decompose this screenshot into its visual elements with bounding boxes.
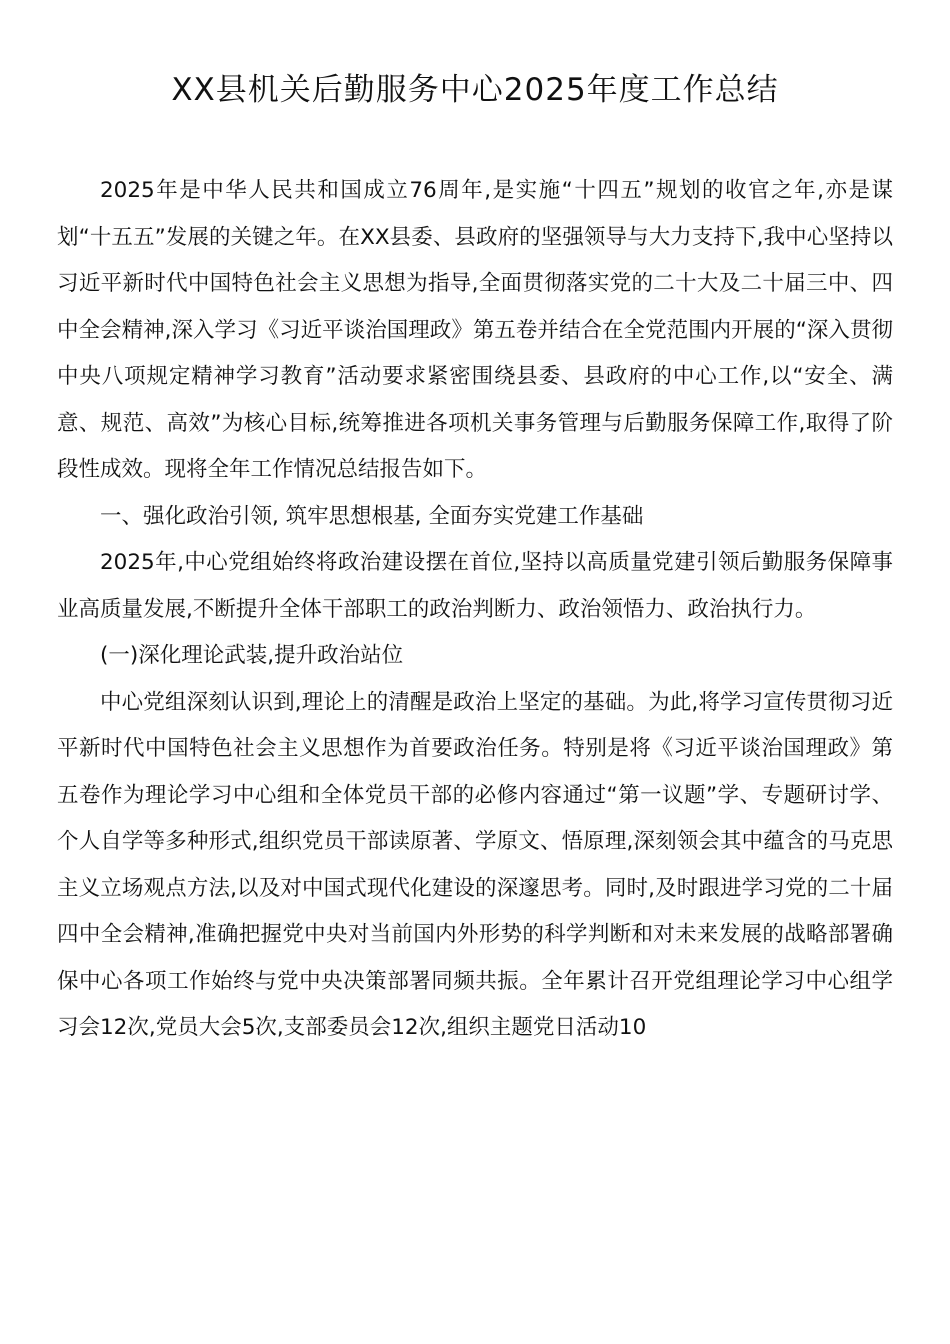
section-heading-1: 一、强化政治引领, 筑牢思想根基, 全面夯实党建工作基础 [100,503,644,529]
paragraph-intro: 2025年是中华人民共和国成立76周年,是实施“十四五”规划的收官之年,亦是谋划“十五五”发展的关键之年。在XX县委、县政府的坚强领导与大力支持下,我中心坚持以习近平新时代中国特色社会主义思想为指导,全面贯彻落实党的二十大及二十届三中、四中全会精神,深入学习《习近平谈治国理政》第五卷并结合在全党范围内开展的“深入贯彻中央八项规定精神学习教育”活动要求紧密围绕县委、县政府的中心工作,以“安全、满意、规范、高效”为核心目标,统筹推进各项机关事务管理与后勤服务保障工作,取得了阶段性成效。现将全年工作情况总结报告如下。 [57,178,893,482]
subsection-heading-1: (一)深化理论武装,提升政治站位 [100,643,404,668]
document-title: XX县机关后勤服务中心2025年度工作总结 [171,72,779,108]
document-body [57,168,893,1052]
paragraph-subsection-1: 中心党组深刻认识到,理论上的清醒是政治上坚定的基础。为此,将学习宣传贯彻习近平新时代中国特色社会主义思想作为首要政治任务。特别是将《习近平谈治国理政》第五卷作为理论学习中心组和全体党员干部的必修内容通过“第一议题”学、专题研讨学、个人自学等多种形式,组织党员干部读原著、学原文、悟原理,深刻领会其中蕴含的马克思主义立场观点方法,以及对中国式现代化建设的深邃思考。同时,及时跟进学习党的二十届四中全会精神,准确把握党中央对当前国内外形势的科学判断和对未来发展的战略部署确保中心各项工作始终与党中央决策部署同频共振。全年累计召开党组理论学习中心组学习会12次,党员大会5次,支部委员会12次,组织主题党日活动10 [57,689,893,1040]
paragraph-section-1: 2025年,中心党组始终将政治建设摆在首位,坚持以高质量党建引领后勤服务保障事业高质量发展,不断提升全体干部职工的政治判断力、政治领悟力、政治执行力。 [57,550,893,622]
